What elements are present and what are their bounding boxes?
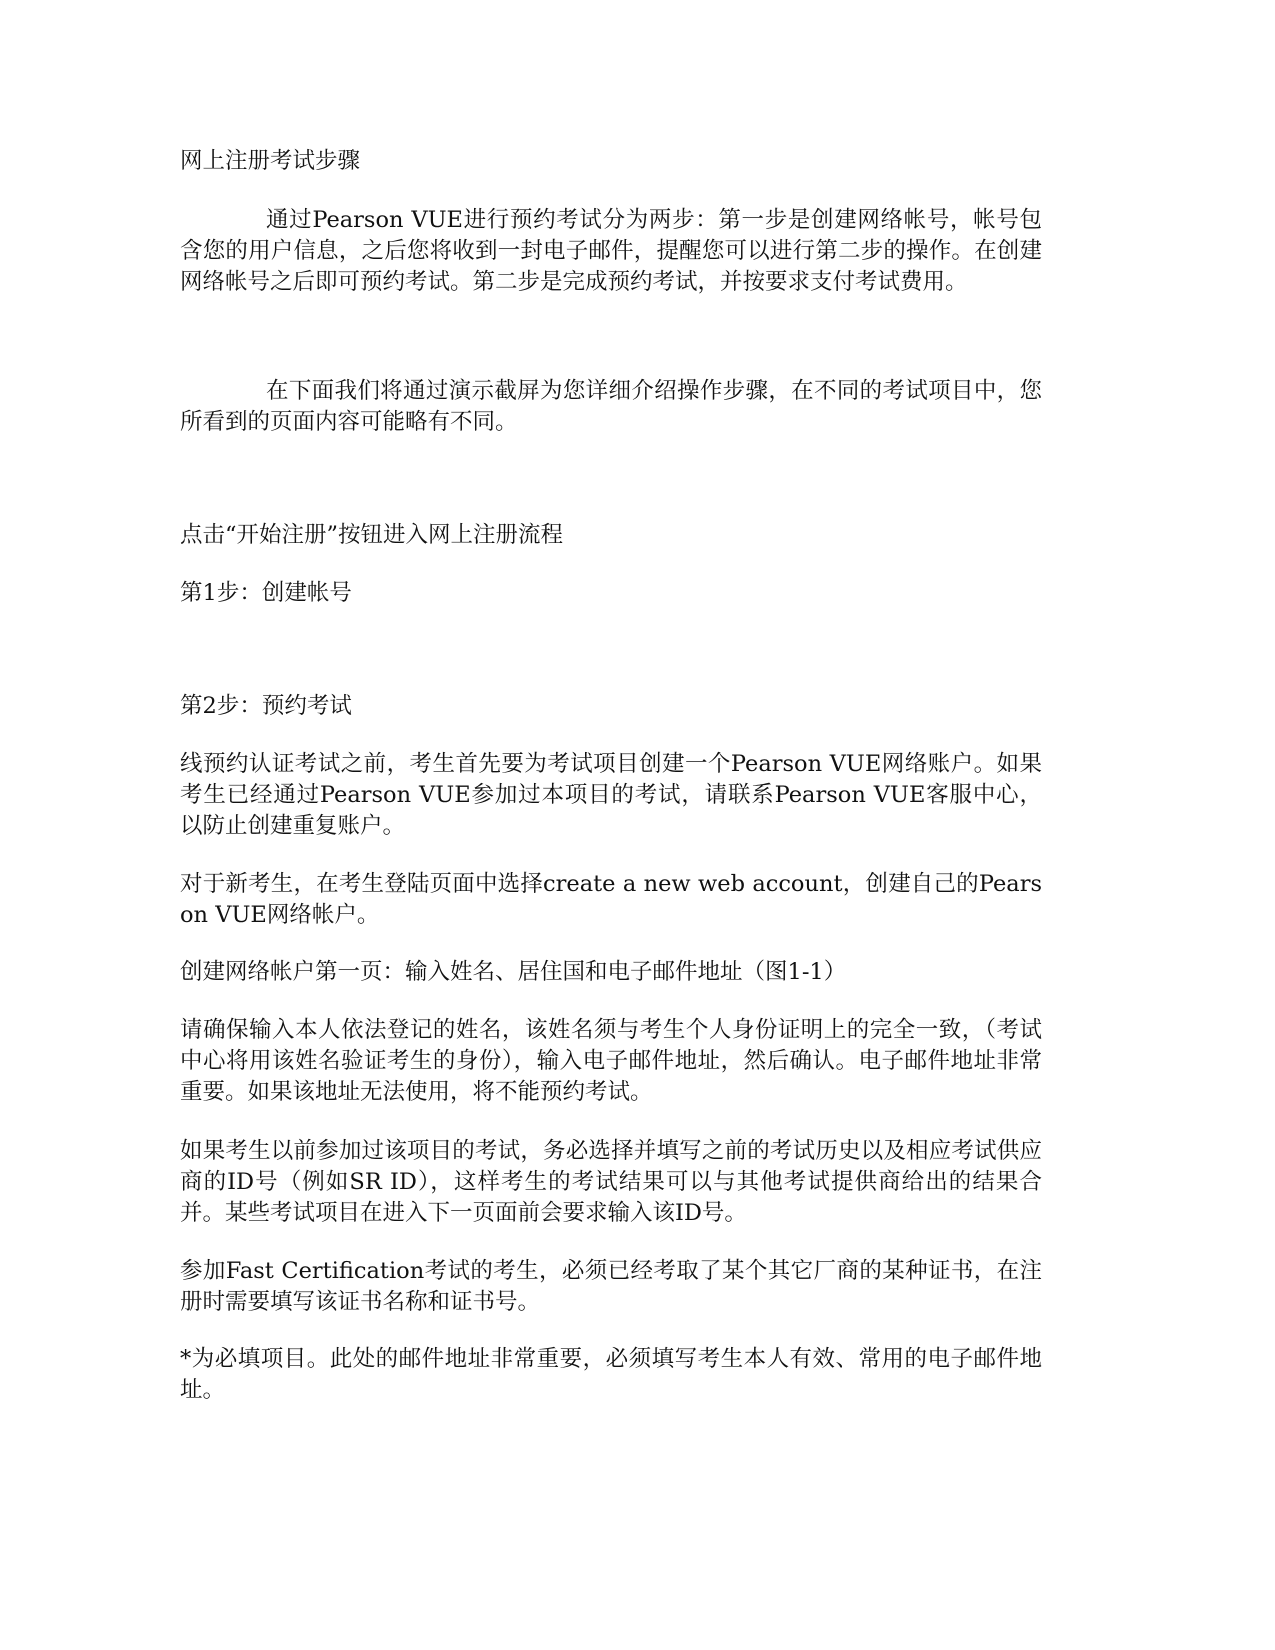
step2-heading: 第2步：预约考试 [180,693,352,719]
intro-paragraph: 通过Pearson VUE进行预约考试分为两步：第一步是创建网络帐号，帐号包含您的用户信息，之后您将收到一封电子邮件，提醒您可以进行第二步的操作。在创建网络帐号之后即可预约考试。第二步是完成预约考试，并按要求支付考试费用。 [180,207,1042,295]
required-note: *为必填项目。此处的邮件地址非常重要，必须填写考生本人有效、常用的电子邮件地址。 [180,1346,1042,1403]
start-instruction: 点击“开始注册”按钮进入网上注册流程 [180,522,564,548]
document-title: 网上注册考试步骤 [180,148,361,174]
name-paragraph: 请确保输入本人依法登记的姓名，该姓名须与考生个人身份证明上的完全一致，（考试中心将用该姓名验证考生的身份），输入电子邮件地址，然后确认。电子邮件地址非常重要。如果该地址无法使用，将不能预约考试。 [180,1017,1042,1105]
demo-paragraph: 在下面我们将通过演示截屏为您详细介绍操作步骤，在不同的考试项目中，您所看到的页面内容可能略有不同。 [180,378,1042,435]
fast-cert-paragraph: 参加Fast Certification考试的考生，必须已经考取了某个其它厂商的某种证书，在注册时需要填写该证书名称和证书号。 [180,1258,1042,1315]
step1-heading: 第1步：创建帐号 [180,580,352,606]
new-candidate-paragraph: 对于新考生，在考生登陆页面中选择create a new web account，创建自己的Pearson VUE网络帐户。 [180,871,1042,928]
account-paragraph: 线预约认证考试之前，考生首先要为考试项目创建一个Pearson VUE网络账户。如果考生已经通过Pearson VUE参加过本项目的考试，请联系Pearson VUE客服中心，以防止创建重复账户。 [180,751,1042,839]
page1-heading: 创建网络帐户第一页：输入姓名、居住国和电子邮件地址（图1-1） [180,959,847,985]
history-paragraph: 如果考生以前参加过该项目的考试，务必选择并填写之前的考试历史以及相应考试供应商的ID号（例如SR ID），这样考生的考试结果可以与其他考试提供商给出的结果合并。某些考试项目在进入下一页面前会要求输入该ID号。 [180,1138,1042,1226]
